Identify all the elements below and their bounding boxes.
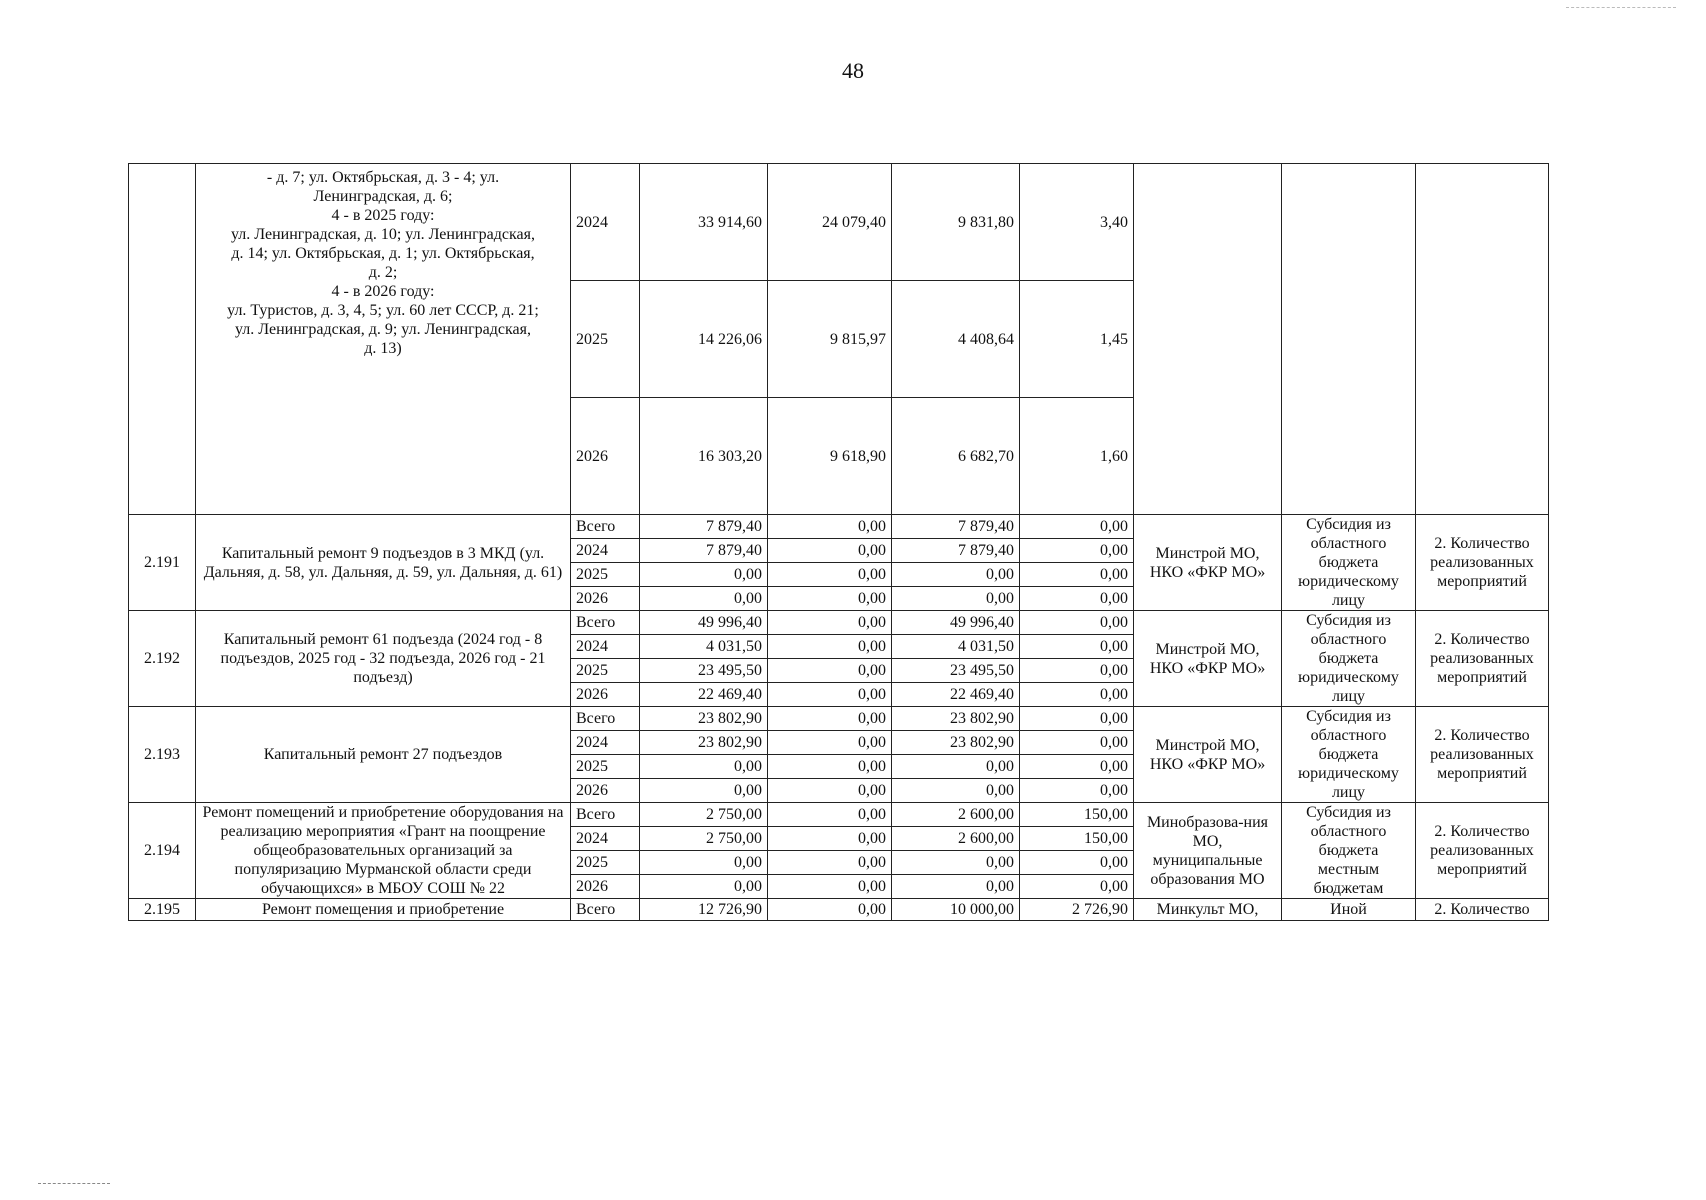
description-line: д. 2;	[368, 264, 398, 281]
item-name: Капитальный ремонт 61 подъезда (2024 год - 8 подъездов, 2025 год - 32 подъезда, 2026 год - 21 подъезд)	[196, 611, 571, 707]
total-cell: 23 495,50	[640, 659, 768, 683]
total-cell: 0,00	[640, 779, 768, 803]
regional-cell: 0,00	[892, 755, 1020, 779]
funding-cell: Субсидия из областного бюджета местным бюджетам	[1282, 803, 1416, 899]
description-line: Ленинградская, д. 6;	[313, 188, 453, 205]
item-name: Капитальный ремонт 27 подъездов	[196, 707, 571, 803]
local-cell: 0,00	[1020, 635, 1134, 659]
item-name: Ремонт помещения и приобретение	[196, 899, 571, 921]
regional-cell: 0,00	[892, 851, 1020, 875]
federal-cell: 0,00	[768, 899, 892, 921]
regional-cell: 0,00	[892, 563, 1020, 587]
item-number: 2.194	[129, 803, 196, 899]
local-cell: 1,45	[1020, 281, 1134, 398]
federal-cell: 0,00	[768, 851, 892, 875]
regional-cell: 0,00	[892, 875, 1020, 899]
local-cell: 0,00	[1020, 755, 1134, 779]
regional-cell: 4 031,50	[892, 635, 1020, 659]
scan-mark-bottom	[38, 1183, 110, 1186]
year-cell: 2026	[571, 587, 640, 611]
local-cell: 2 726,90	[1020, 899, 1134, 921]
federal-cell: 0,00	[768, 755, 892, 779]
item-number: 2.191	[129, 515, 196, 611]
local-cell: 3,40	[1020, 164, 1134, 281]
total-cell: 7 879,40	[640, 515, 768, 539]
regional-cell: 4 408,64	[892, 281, 1020, 398]
funding-cell	[1282, 164, 1416, 515]
indicator-cell: 2. Количество	[1416, 899, 1549, 921]
total-cell: 0,00	[640, 875, 768, 899]
year-cell: Всего	[571, 899, 640, 921]
continuation-row	[129, 164, 1549, 281]
regional-cell: 0,00	[892, 779, 1020, 803]
executor-cell: Минстрой МО, НКО «ФКР МО»	[1134, 515, 1282, 611]
regional-cell: 23 802,90	[892, 707, 1020, 731]
federal-cell: 0,00	[768, 683, 892, 707]
scan-mark-top	[1566, 7, 1676, 10]
federal-cell: 0,00	[768, 707, 892, 731]
federal-cell: 0,00	[768, 875, 892, 899]
regional-cell: 2 600,00	[892, 827, 1020, 851]
table-body	[129, 164, 1549, 921]
year-cell: Всего	[571, 803, 640, 827]
description-line: ул. Ленинградская, д. 10; ул. Ленинградская,	[230, 226, 535, 243]
local-cell: 0,00	[1020, 611, 1134, 635]
year-cell: 2026	[571, 683, 640, 707]
local-cell: 150,00	[1020, 803, 1134, 827]
federal-cell: 0,00	[768, 563, 892, 587]
regional-cell: 49 996,40	[892, 611, 1020, 635]
federal-cell: 0,00	[768, 539, 892, 563]
total-cell: 2 750,00	[640, 803, 768, 827]
item-number: 2.192	[129, 611, 196, 707]
local-cell: 0,00	[1020, 539, 1134, 563]
federal-cell: 0,00	[768, 803, 892, 827]
regional-cell: 7 879,40	[892, 515, 1020, 539]
description-line: ул. Ленинградская, д. 9; ул. Ленинградская,	[234, 321, 531, 338]
total-cell: 2 750,00	[640, 827, 768, 851]
funding-cell: Иной	[1282, 899, 1416, 921]
executor-cell: Минкульт МО,	[1134, 899, 1282, 921]
year-cell: 2025	[571, 755, 640, 779]
total-cell: 22 469,40	[640, 683, 768, 707]
federal-cell: 9 815,97	[768, 281, 892, 398]
federal-cell: 24 079,40	[768, 164, 892, 281]
local-cell: 0,00	[1020, 563, 1134, 587]
description-line: - д. 7; ул. Октябрьская, д. 3 - 4; ул.	[266, 169, 500, 186]
item-name: Ремонт помещений и приобретение оборудования на реализацию мероприятия «Грант на поощрение общеобразовательных организаций за популяризацию Мурманской области среди обучающихся» в МБОУ СОШ № 22	[196, 803, 571, 899]
item-description-continued	[196, 164, 571, 515]
federal-cell: 0,00	[768, 587, 892, 611]
regional-cell: 7 879,40	[892, 539, 1020, 563]
federal-cell: 0,00	[768, 779, 892, 803]
table-row	[129, 707, 1549, 731]
executor-cell: Минстрой МО, НКО «ФКР МО»	[1134, 707, 1282, 803]
indicator-cell: 2. Количество реализованных мероприятий	[1416, 707, 1549, 803]
regional-cell: 0,00	[892, 587, 1020, 611]
year-cell: 2024	[571, 539, 640, 563]
federal-cell: 9 618,90	[768, 398, 892, 515]
year-cell: 2026	[571, 875, 640, 899]
total-cell: 14 226,06	[640, 281, 768, 398]
federal-cell: 0,00	[768, 635, 892, 659]
year-cell: 2026	[571, 398, 640, 515]
indicator-cell	[1416, 164, 1549, 515]
year-cell: 2024	[571, 164, 640, 281]
year-cell: 2025	[571, 851, 640, 875]
federal-cell: 0,00	[768, 611, 892, 635]
year-cell: 2024	[571, 635, 640, 659]
year-cell: 2024	[571, 827, 640, 851]
local-cell: 0,00	[1020, 587, 1134, 611]
total-cell: 12 726,90	[640, 899, 768, 921]
year-cell: 2025	[571, 281, 640, 398]
year-cell: Всего	[571, 611, 640, 635]
federal-cell: 0,00	[768, 659, 892, 683]
total-cell: 33 914,60	[640, 164, 768, 281]
regional-cell: 23 802,90	[892, 731, 1020, 755]
funding-cell: Субсидия из областного бюджета юридическому лицу	[1282, 611, 1416, 707]
year-cell: 2025	[571, 563, 640, 587]
table-row	[129, 611, 1549, 635]
year-cell: Всего	[571, 515, 640, 539]
year-cell: 2026	[571, 779, 640, 803]
local-cell: 0,00	[1020, 659, 1134, 683]
local-cell: 0,00	[1020, 731, 1134, 755]
local-cell: 150,00	[1020, 827, 1134, 851]
item-number-cell	[129, 164, 196, 515]
total-cell: 0,00	[640, 755, 768, 779]
year-cell: 2025	[571, 659, 640, 683]
federal-cell: 0,00	[768, 515, 892, 539]
executor-cell: Минобразова-ния МО, муниципальные образования МО	[1134, 803, 1282, 899]
description-line: ул. Туристов, д. 3, 4, 5; ул. 60 лет СССР, д. 21;	[227, 302, 539, 319]
local-cell: 0,00	[1020, 779, 1134, 803]
page-number: 48	[842, 58, 864, 83]
item-number: 2.193	[129, 707, 196, 803]
year-cell: Всего	[571, 707, 640, 731]
table-row	[129, 803, 1549, 827]
local-cell: 0,00	[1020, 875, 1134, 899]
indicator-cell: 2. Количество реализованных мероприятий	[1416, 803, 1549, 899]
program-table	[128, 163, 1549, 921]
federal-cell: 0,00	[768, 827, 892, 851]
total-cell: 49 996,40	[640, 611, 768, 635]
table-row	[129, 515, 1549, 539]
regional-cell: 10 000,00	[892, 899, 1020, 921]
funding-cell: Субсидия из областного бюджета юридическому лицу	[1282, 707, 1416, 803]
local-cell: 1,60	[1020, 398, 1134, 515]
total-cell: 0,00	[640, 851, 768, 875]
regional-cell: 23 495,50	[892, 659, 1020, 683]
item-number: 2.195	[129, 899, 196, 921]
description-line: 4 - в 2026 году:	[331, 283, 435, 300]
description-line: 4 - в 2025 году:	[331, 207, 435, 224]
total-cell: 4 031,50	[640, 635, 768, 659]
indicator-cell: 2. Количество реализованных мероприятий	[1416, 515, 1549, 611]
total-cell: 0,00	[640, 587, 768, 611]
item-name: Капитальный ремонт 9 подъездов в 3 МКД (ул. Дальняя, д. 58, ул. Дальняя, д. 59, ул. Дальняя, д. 61)	[196, 515, 571, 611]
total-cell: 0,00	[640, 563, 768, 587]
funding-cell: Субсидия из областного бюджета юридическому лицу	[1282, 515, 1416, 611]
table-row-cut	[129, 899, 1549, 921]
description-line: д. 14; ул. Октябрьская, д. 1; ул. Октябрьская,	[231, 245, 535, 262]
local-cell: 0,00	[1020, 707, 1134, 731]
total-cell: 7 879,40	[640, 539, 768, 563]
year-cell: 2024	[571, 731, 640, 755]
indicator-cell: 2. Количество реализованных мероприятий	[1416, 611, 1549, 707]
local-cell: 0,00	[1020, 683, 1134, 707]
regional-cell: 6 682,70	[892, 398, 1020, 515]
executor-cell: Минстрой МО, НКО «ФКР МО»	[1134, 611, 1282, 707]
local-cell: 0,00	[1020, 851, 1134, 875]
total-cell: 23 802,90	[640, 731, 768, 755]
regional-cell: 9 831,80	[892, 164, 1020, 281]
regional-cell: 22 469,40	[892, 683, 1020, 707]
regional-cell: 2 600,00	[892, 803, 1020, 827]
description-line: д. 13)	[364, 340, 402, 357]
total-cell: 16 303,20	[640, 398, 768, 515]
total-cell: 23 802,90	[640, 707, 768, 731]
executor-cell	[1134, 164, 1282, 515]
local-cell: 0,00	[1020, 515, 1134, 539]
federal-cell: 0,00	[768, 731, 892, 755]
